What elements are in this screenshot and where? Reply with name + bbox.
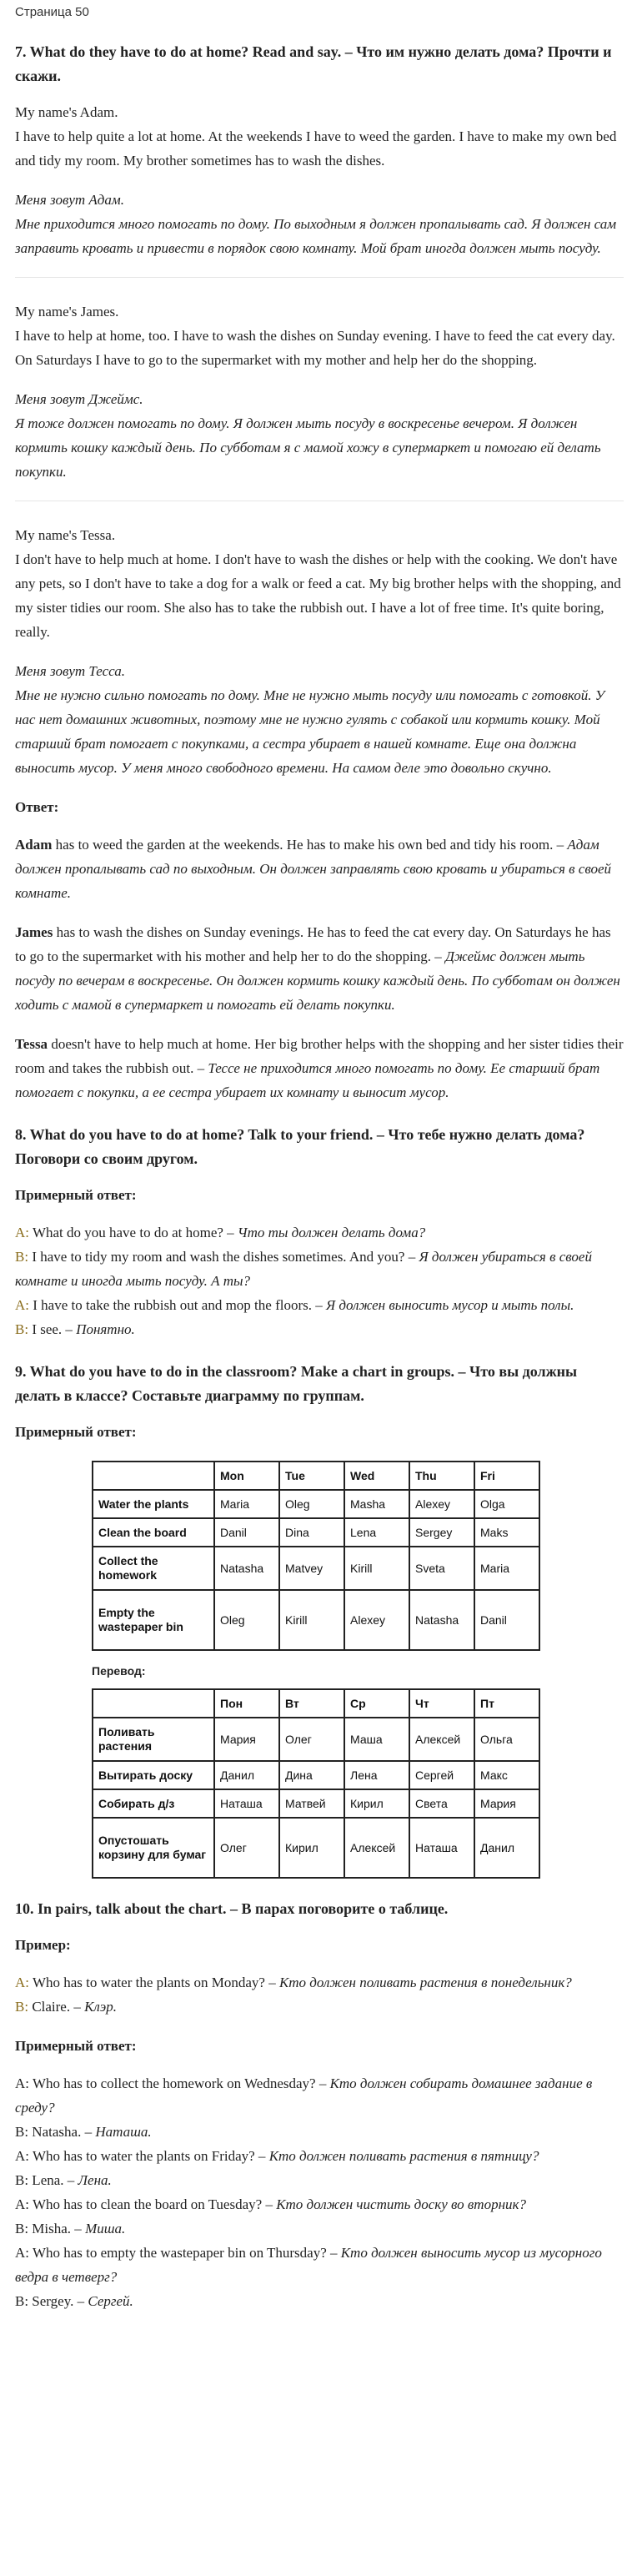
table-cell: Maks — [474, 1518, 539, 1547]
speaker-label: B: — [15, 1999, 29, 2015]
line-ru: Что ты должен делать дома? — [237, 1225, 426, 1240]
table-cell: Наташа — [214, 1789, 279, 1818]
james-text-ru — [15, 387, 624, 484]
task-9 — [15, 1360, 624, 1879]
task-10-title: 10. In pairs, talk about the chart. – В парах поговорите о таблице. — [15, 1900, 449, 1917]
answer-name: Tessa — [15, 1036, 48, 1052]
dialogue-line — [15, 1245, 624, 1293]
table-row — [93, 1547, 539, 1590]
adam-text-en — [15, 100, 624, 173]
tessa-text-en — [15, 523, 624, 644]
answer-en: has to weed the garden at the weekends. He has to make his own bed and tidy his room. – — [52, 837, 568, 853]
tessa-body-en: I don't have to help much at home. I don't have to wash the dishes or help with the cooking. We don't have any pets, so I don't have to take a dog for a walk or feed a cat. My big brother helps with the shopping, and my sister tidies our room. She also has to take the rubbish out. I have a lot of free time. It's quite boring, really. — [15, 551, 621, 640]
table-cell: Мария — [214, 1718, 279, 1761]
table-cell: Maria — [214, 1490, 279, 1518]
table-cell: Макс — [474, 1761, 539, 1789]
table-cell: Алексей — [409, 1718, 474, 1761]
dialogue-line — [15, 2168, 624, 2192]
table-header-cell: Fri — [474, 1462, 539, 1490]
table-cell: Кирил — [279, 1818, 344, 1878]
task-8 — [15, 1123, 624, 1341]
answer-name: Adam — [15, 837, 53, 853]
table-cell: Maria — [474, 1547, 539, 1590]
table-header-cell: Пон — [214, 1689, 279, 1718]
answer-en: doesn't have to help much at home. Her big brother helps with the shopping and her sister tidies their room and takes the rubbish out. – — [15, 1036, 624, 1076]
table-cell: Sveta — [409, 1547, 474, 1590]
line-en: B: Sergey. – — [15, 2293, 88, 2309]
table-header-cell: Ср — [344, 1689, 409, 1718]
line-en: I have to tidy my room and wash the dishes sometimes. And you? – — [28, 1249, 419, 1265]
table-cell: Маша — [344, 1718, 409, 1761]
adam-intro-en: My name's Adam. — [15, 104, 118, 120]
adam-body-ru: Мне приходится много помогать по дому. По выходным я должен пропалывать сад. Я должен сам заправить кровать и привести в порядок свою комнату. Мой брат иногда должен мыть посуду. — [15, 216, 617, 256]
table-header-cell: Tue — [279, 1462, 344, 1490]
dialogue-line — [15, 1970, 624, 1995]
chart-table-en — [92, 1461, 540, 1651]
line-ru: Я должен выносить мусор и мыть полы. — [325, 1297, 574, 1313]
table-header-cell: Вт — [279, 1689, 344, 1718]
sample-dialogue — [15, 2071, 624, 2313]
chart-table-ru — [92, 1688, 540, 1879]
line-ru: Сергей. — [88, 2293, 133, 2309]
line-en: I have to take the rubbish out and mop the floors. – — [29, 1297, 326, 1313]
table-cell: Kirill — [279, 1590, 344, 1650]
answer-tessa — [15, 1032, 624, 1104]
table-row-head: Собирать д/з — [93, 1789, 214, 1818]
adam-intro-ru: Меня зовут Адам. — [15, 192, 124, 208]
line-en: A: Who has to clean the board on Tuesday? – — [15, 2196, 277, 2212]
line-ru: Миша. — [85, 2221, 126, 2236]
speaker-label: A: — [15, 1297, 29, 1313]
adam-text-ru — [15, 188, 624, 260]
dialogue-line — [15, 2071, 624, 2120]
task-10 — [15, 1897, 624, 2313]
line-en: Claire. – — [28, 1999, 85, 2015]
answer-label: Ответ: — [15, 799, 59, 815]
line-en: A: Who has to empty the wastepaper bin on Thursday? – — [15, 2245, 341, 2261]
divider — [15, 277, 624, 278]
dialogue-line — [15, 1293, 624, 1317]
line-en: I see. – — [28, 1321, 77, 1337]
table-cell: Матвей — [279, 1789, 344, 1818]
table-row — [93, 1490, 539, 1518]
table-cell: Masha — [344, 1490, 409, 1518]
line-en: A: Who has to water the plants on Friday? – — [15, 2148, 269, 2164]
speaker-label: B: — [15, 1321, 29, 1337]
example-dialogue — [15, 1970, 624, 2019]
dialogue-line — [15, 1995, 624, 2019]
james-body-en: I have to help at home, too. I have to wash the dishes on Sunday evening. I have to feed the cat every day. On Saturdays I have to go to the supermarket with my mother and help her do the shopping. — [15, 328, 615, 368]
sample-answer-label: Примерный ответ: — [15, 1424, 137, 1440]
table-cell: Кирил — [344, 1789, 409, 1818]
speaker-label: A: — [15, 1225, 29, 1240]
line-en: What do you have to do at home? – — [29, 1225, 238, 1240]
task-9-title: 9. What do you have to do in the classroom? Make a chart in groups. – Что вы должны делать в классе? Составьте диаграмму по группам. — [15, 1363, 578, 1404]
table-row-head: Вытирать доску — [93, 1761, 214, 1789]
table-cell: Ольга — [474, 1718, 539, 1761]
answer-ru: Джеймс должен мыть посуду по вечерам в воскресенье. Он должен кормить кошку каждый день. По субботам он должен ходить с мамой в супермаркет и помогать ей делать покупки. — [15, 948, 620, 1013]
table-cell: Данил — [214, 1761, 279, 1789]
table-header-cell: Чт — [409, 1689, 474, 1718]
table-row — [93, 1590, 539, 1650]
table-row-head: Clean the board — [93, 1518, 214, 1547]
line-en: B: Misha. – — [15, 2221, 86, 2236]
line-ru: Кто должен выносить мусор из мусорного ведра в четверг? — [15, 2245, 602, 2285]
table-cell: Олег — [279, 1718, 344, 1761]
tessa-body-ru: Мне не нужно сильно помогать по дому. Мне не нужно мыть посуду или помогать с готовкой. У нас нет домашних животных, поэтому мне не нужно гулять с собакой или кормить кошку. Мой старший брат помогает с покупками, а сестра убирает в нашей комнате. Еще она должна выносить мусор. У меня много свободного времени. На самом деле это довольно скучно. — [15, 687, 605, 776]
line-ru: Кто должен поливать растения в понедельник? — [278, 1975, 572, 1990]
table-cell: Наташа — [409, 1818, 474, 1878]
line-ru: Кто должен собирать домашнее задание в среду? — [15, 2075, 593, 2116]
dialogue-line — [15, 2289, 624, 2313]
table-cell: Olga — [474, 1490, 539, 1518]
table-row-head: Empty the wastepaper bin — [93, 1590, 214, 1650]
page-label: Страница 50 — [15, 5, 89, 19]
table-header-cell: Пт — [474, 1689, 539, 1718]
answer-james — [15, 920, 624, 1017]
task-7-title: 7. What do they have to do at home? Read and say. – Что им нужно делать дома? Прочти и скажи. — [15, 43, 612, 84]
table-row-head: Поливать растения — [93, 1718, 214, 1761]
table-cell: Сергей — [409, 1761, 474, 1789]
table-cell: Алексей — [344, 1818, 409, 1878]
line-en: B: Lena. – — [15, 2172, 78, 2188]
line-ru: Кто должен чистить доску во вторник? — [276, 2196, 526, 2212]
translation-label: Перевод: — [92, 1664, 146, 1678]
table-cell: Natasha — [409, 1590, 474, 1650]
table-cell: Мария — [474, 1789, 539, 1818]
table-row-head: Water the plants — [93, 1490, 214, 1518]
line-ru: Клэр. — [84, 1999, 118, 2015]
answer-ru: Тессе не приходится много помогать по дому. Ее старший брат помогает с покупки, а ее сестра убирает их комнату и выносит мусор. — [15, 1060, 600, 1100]
line-en: B: Natasha. – — [15, 2124, 96, 2140]
line-ru: Кто должен поливать растения в пятницу? — [268, 2148, 539, 2164]
table-cell: Natasha — [214, 1547, 279, 1590]
table-cell: Олег — [214, 1818, 279, 1878]
task-8-title: 8. What do you have to do at home? Talk to your friend. – Что тебе нужно делать дома? Поговори со своим другом. — [15, 1126, 585, 1167]
tessa-text-ru — [15, 659, 624, 780]
table-header-cell — [93, 1462, 214, 1490]
line-ru: Лена. — [78, 2172, 112, 2188]
table-row-head: Collect the homework — [93, 1547, 214, 1590]
table-cell: Oleg — [279, 1490, 344, 1518]
answer-ru: Адам должен пропалывать сад по выходным. Он должен заправлять свою кровать и убираться в своей комнате. — [15, 837, 612, 901]
table-cell: Kirill — [344, 1547, 409, 1590]
tessa-intro-en: My name's Tessa. — [15, 527, 116, 543]
table-header-cell: Thu — [409, 1462, 474, 1490]
sample-answer-label: Примерный ответ: — [15, 1187, 137, 1203]
task-7 — [15, 40, 624, 1104]
table-row — [93, 1818, 539, 1878]
dialogue-line — [15, 2216, 624, 2241]
table-header-cell: Mon — [214, 1462, 279, 1490]
james-intro-en: My name's James. — [15, 304, 119, 319]
table-cell: Dina — [279, 1518, 344, 1547]
answer-adam — [15, 833, 624, 905]
james-text-en — [15, 299, 624, 372]
james-intro-ru: Меня зовут Джеймс. — [15, 391, 143, 407]
table-cell: Matvey — [279, 1547, 344, 1590]
table-cell: Alexey — [344, 1590, 409, 1650]
table-row — [93, 1761, 539, 1789]
table-cell: Lena — [344, 1518, 409, 1547]
answer-en: has to wash the dishes on Sunday evenings. He has to feed the cat every day. On Saturdays he has to go to the supermarket with his mother and help her to do the shopping. – — [15, 924, 611, 964]
example-label: Пример: — [15, 1937, 71, 1953]
table-cell: Sergey — [409, 1518, 474, 1547]
dialogue-line — [15, 2120, 624, 2144]
line-ru: Я должен убираться в своей комнате и иногда мыть посуду. А ты? — [15, 1249, 592, 1289]
table-cell: Alexey — [409, 1490, 474, 1518]
line-ru: Наташа. — [95, 2124, 152, 2140]
table-cell: Oleg — [214, 1590, 279, 1650]
answer-name: James — [15, 924, 53, 940]
table-header-row — [93, 1689, 539, 1718]
table-cell: Данил — [474, 1818, 539, 1878]
sample-answer-label: Примерный ответ: — [15, 2038, 137, 2054]
line-en: Who has to water the plants on Monday? – — [29, 1975, 279, 1990]
table-cell: Danil — [474, 1590, 539, 1650]
dialogue — [15, 1220, 624, 1341]
table-header-cell: Wed — [344, 1462, 409, 1490]
line-ru: Понятно. — [76, 1321, 135, 1337]
dialogue-line — [15, 2192, 624, 2216]
table-cell: Лена — [344, 1761, 409, 1789]
adam-body-en: I have to help quite a lot at home. At the weekends I have to weed the garden. I have to make my own bed and tidy my room. My brother sometimes has to wash the dishes. — [15, 128, 617, 169]
table-cell: Света — [409, 1789, 474, 1818]
speaker-label: A: — [15, 1975, 29, 1990]
table-cell: Дина — [279, 1761, 344, 1789]
table-header-row — [93, 1462, 539, 1490]
table-cell: Danil — [214, 1518, 279, 1547]
table-row — [93, 1789, 539, 1818]
table-row-head: Опустошать корзину для бумаг — [93, 1818, 214, 1878]
james-body-ru: Я тоже должен помогать по дому. Я должен мыть посуду в воскресенье вечером. Я должен кормить кошку каждый день. По субботам я с мамой хожу в супермаркет и помогаю ей делать покупки. — [15, 415, 601, 480]
speaker-label: B: — [15, 1249, 29, 1265]
table-row — [93, 1518, 539, 1547]
dialogue-line — [15, 2241, 624, 2289]
line-en: A: Who has to collect the homework on Wednesday? – — [15, 2075, 330, 2091]
chart-table-wrap — [15, 1461, 624, 1879]
table-header-cell — [93, 1689, 214, 1718]
tessa-intro-ru: Меня зовут Тесса. — [15, 663, 125, 679]
dialogue-line — [15, 1317, 624, 1341]
dialogue-line — [15, 2144, 624, 2168]
dialogue-line — [15, 1220, 624, 1245]
table-row — [93, 1718, 539, 1761]
